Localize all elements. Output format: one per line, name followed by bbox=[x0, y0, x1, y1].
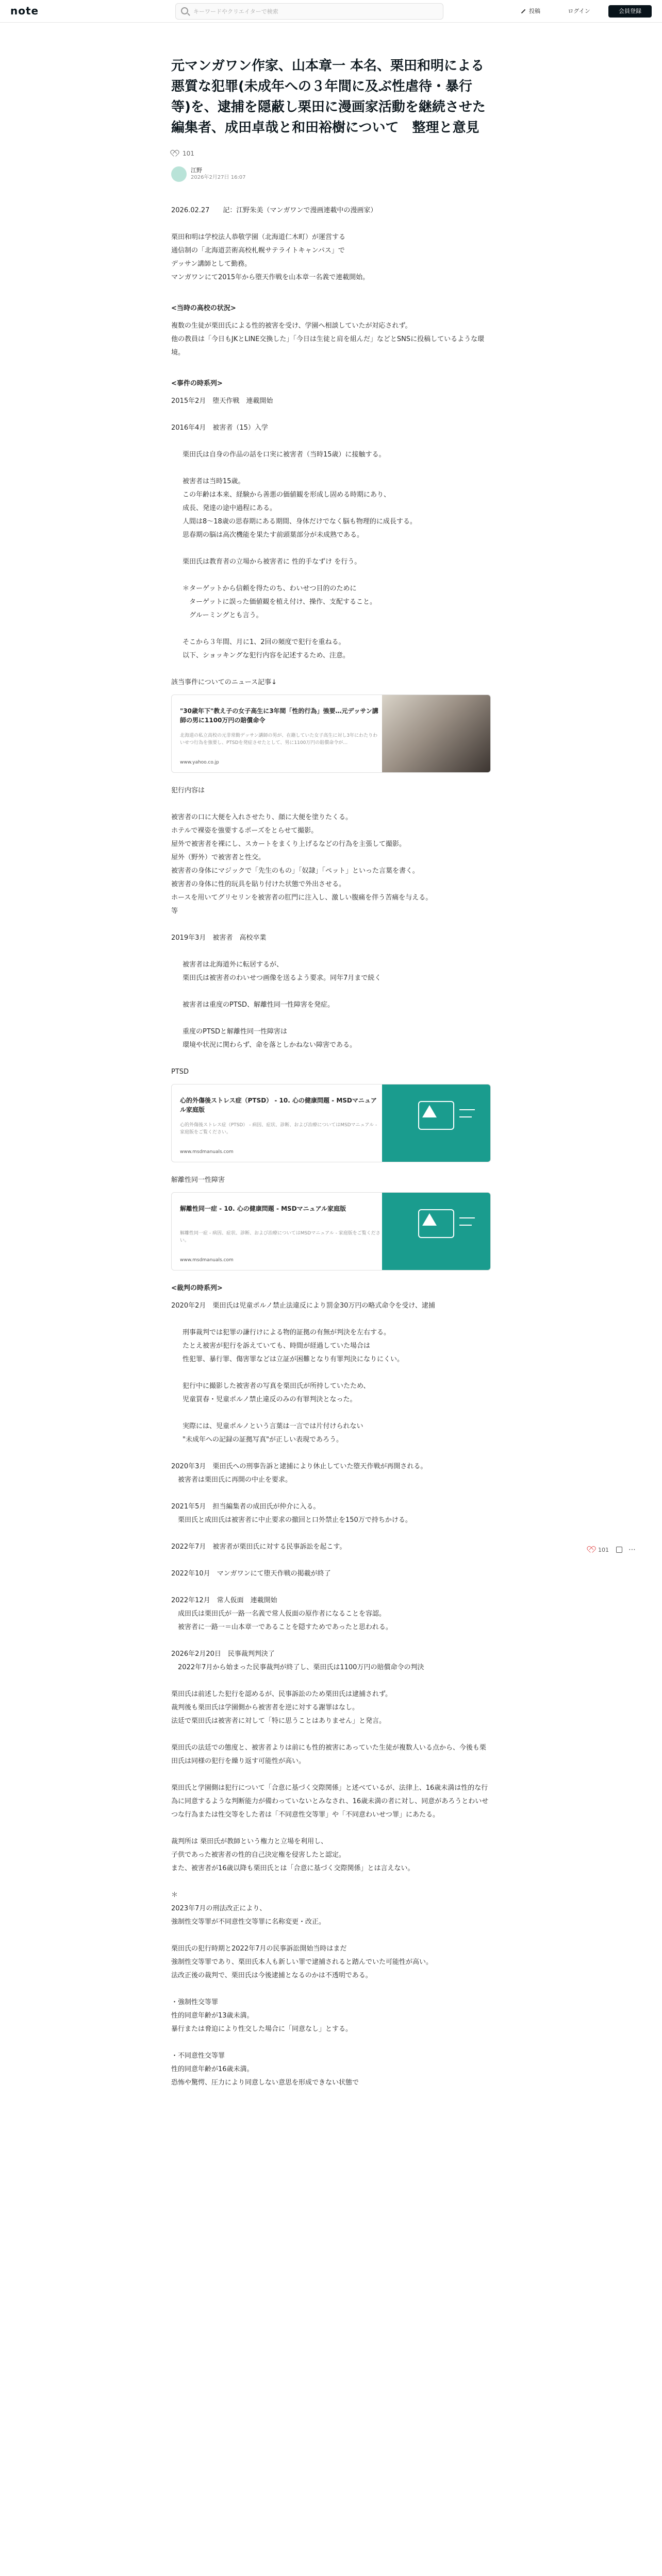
body-paragraph: グルーミングとも言う。 bbox=[183, 612, 263, 619]
body-paragraph bbox=[171, 1768, 491, 1782]
body-paragraph: 2023年7月の刑法改正により、 bbox=[171, 1905, 267, 1912]
body-paragraph bbox=[171, 1406, 491, 1420]
body-paragraph: 被害者の身体にマジックで「先生のもの」「奴隷」「ペット」といった言葉を書く。 bbox=[171, 867, 419, 875]
body-paragraph: ホテルで裸姿を強要するポーズをとらせて撮影。 bbox=[171, 827, 318, 835]
body-paragraph: ホースを用いてグリセリンを被害者の肛門に注入し、激しい腹痛を伴う苦痛を与える。 bbox=[171, 894, 433, 902]
body-paragraph: 2020年2月 栗田氏は児童ポルノ禁止法違反により罰金30万円の略式命令を受け、逮捕 bbox=[171, 1302, 435, 1310]
body-paragraph: 実際には、児童ポルノという言葉は一言では片付けられない bbox=[183, 1422, 363, 1430]
body-paragraph: ・不同意性交等罪 bbox=[171, 2052, 225, 2060]
body-paragraph bbox=[171, 217, 491, 231]
author-name[interactable]: 江野 bbox=[191, 167, 202, 174]
body-paragraph bbox=[171, 435, 491, 448]
body-paragraph bbox=[171, 1875, 491, 1889]
article bbox=[171, 56, 491, 2090]
body-paragraph: 暴行または脅迫により性交した場合に「同意なし」とする。 bbox=[171, 2025, 353, 2033]
body-paragraph: 2019年3月 被害者 高校卒業 bbox=[171, 934, 267, 942]
signup-button[interactable]: 会員登録 bbox=[608, 5, 652, 18]
body-paragraph: ・強制性交等罪 bbox=[171, 1998, 219, 2006]
body-paragraph: 裁判後も栗田氏は学園側から被害者を逆に対する謝罪はなし。 bbox=[171, 1704, 359, 1711]
body-section-2 bbox=[171, 784, 491, 1079]
side-like-count: 101 bbox=[598, 1546, 609, 1553]
body-paragraph bbox=[171, 1313, 491, 1326]
body-paragraph: マンガワンにて2015年から堕天作戦を山本章一名義で連載開始。 bbox=[171, 274, 370, 281]
section-heading: <当時の高校の状況> bbox=[171, 304, 236, 312]
login-button[interactable]: ログイン bbox=[568, 8, 590, 14]
body-paragraph: 人間は8〜18歳の思春期にある期間、身体だけでなく脳も物理的に成長する。 bbox=[183, 518, 417, 526]
link-card-description: 北海道の私立高校の元非常勤デッサン講師の男が、在籍していた女子高生に対し3年にわたりわいせつ行為を強要し、PTSDを発症させたとして、男に1100万円の賠償命令が… bbox=[180, 733, 378, 745]
avatar[interactable] bbox=[171, 166, 187, 182]
body-paragraph: 環境や状況に関わらず、命を落としかねない障害である。 bbox=[183, 1041, 356, 1049]
heart-icon[interactable] bbox=[171, 150, 178, 157]
body-paragraph: PTSD bbox=[171, 1068, 189, 1076]
body-paragraph: 栗田氏は前述した犯行を認めるが、民事訴訟のため栗田氏は逮捕されず。 bbox=[171, 1690, 392, 1698]
body-paragraph: 2026年2月20日 民事裁判判決了 bbox=[171, 1650, 275, 1658]
body-paragraph: 性犯罪、暴行罪、傷害罪などは立証が困難となり有罪判決になりにくい。 bbox=[183, 1355, 404, 1363]
body-paragraph: この年齢は本来、経験から善悪の価値観を形成し固める時期にあり、 bbox=[183, 491, 391, 499]
body-paragraph: 成田氏は栗田氏が一路一名義で常人仮面の原作者になることを容認。 bbox=[171, 1610, 386, 1618]
pen-icon bbox=[521, 9, 525, 13]
body-paragraph: 子供であった被害者の性的自己決定権を侵害したと認定。 bbox=[171, 1851, 345, 1859]
section-heading: <裁判の時系列> bbox=[171, 1284, 223, 1292]
msd-logo-thumbnail bbox=[382, 1193, 490, 1270]
body-paragraph bbox=[171, 360, 491, 373]
body-paragraph: 強制性交等罪であり、栗田氏本人も新しい罪で逮捕されると踏んでいた可能性が高い。 bbox=[171, 1958, 433, 1966]
link-card-url: www.yahoo.co.jp bbox=[180, 760, 219, 765]
body-paragraph: 成長、発達の途中過程にある。 bbox=[183, 504, 277, 512]
body-paragraph: ＊ターゲットから信頼を得たのち、わいせつ目的のために bbox=[183, 585, 357, 592]
body-paragraph: 法改正後の裁判で、栗田氏は今後逮捕となるのかは不透明である。 bbox=[171, 1972, 372, 1979]
floating-action-bar bbox=[588, 1546, 636, 1554]
body-paragraph: 2026.02.27 記：江野朱美（マンガワンで漫画連載中の漫画家） bbox=[171, 207, 377, 214]
body-paragraph bbox=[171, 1982, 491, 1996]
body-paragraph: 栗田氏の法廷での態度と、被害者よりは前にも性的被害にあっていた生徒が複数人いる点から、今後も栗田氏は同様の犯行を繰り返す可能性が高い。 bbox=[171, 1744, 486, 1765]
body-paragraph bbox=[171, 1929, 491, 1942]
body-paragraph: 被害者の身体に性的玩具を貼り付けた状態で外出させる。 bbox=[171, 880, 346, 888]
body-paragraph bbox=[171, 1581, 491, 1594]
body-paragraph: 性的同意年齢が13歳未満。 bbox=[171, 2012, 254, 2020]
body-paragraph: 2015年2月 堕天作戦 連載開始 bbox=[171, 397, 273, 405]
body-paragraph: 性的同意年齢が16歳未満。 bbox=[171, 2065, 254, 2073]
like-row bbox=[171, 148, 491, 159]
more-icon[interactable]: ⋯ bbox=[628, 1546, 636, 1554]
body-paragraph bbox=[171, 985, 491, 998]
link-card-url: www.msdmanuals.com bbox=[180, 1258, 234, 1263]
body-paragraph: 複数の生徒が栗田氏による性的被害を受け、学園へ相談していたが対応されず。 bbox=[171, 322, 412, 330]
body-paragraph: 被害者に一路一＝山本章一であることを隠すためであったと思われる。 bbox=[171, 1623, 392, 1631]
body-paragraph bbox=[171, 798, 491, 811]
body-paragraph: 通信制の「北海道芸術高校札幌サテライトキャンパス」で bbox=[171, 247, 345, 255]
body-paragraph bbox=[171, 1366, 491, 1380]
link-card-did[interactable] bbox=[171, 1192, 491, 1270]
body-paragraph: 等 bbox=[171, 907, 178, 915]
link-card-thumbnail bbox=[382, 695, 490, 773]
line-icon bbox=[459, 1225, 472, 1226]
body-paragraph: 2016年4月 被害者（15）入学 bbox=[171, 424, 268, 432]
post-label: 投稿 bbox=[529, 8, 540, 14]
msd-logo-icon bbox=[422, 1105, 437, 1117]
body-paragraph: また、被害者が16歳以降も栗田氏とは「合意に基づく交際関係」とは言えない。 bbox=[171, 1865, 415, 1872]
body-paragraph: "未成年への記録の証拠写真"が正しい表現であろう。 bbox=[183, 1436, 343, 1444]
body-paragraph bbox=[171, 945, 491, 958]
search-box[interactable] bbox=[175, 3, 443, 20]
line-icon bbox=[459, 1116, 472, 1117]
body-paragraph: 栗田氏は被害者のわいせつ画像を送るよう要求。同年7月まで続く bbox=[183, 974, 382, 982]
body-paragraph: 被害者は当時15歳。 bbox=[183, 478, 245, 485]
article-title: 元マンガワン作家、山本章一 本名、栗田和明による悪質な犯罪(未成年への３年間に及ぶ性虐待・暴行等)を、逮捕を隠蔽し栗田に漫画家活動を継続させた編集者、成田卓哉と和田裕樹について 整理と意見 bbox=[171, 58, 486, 135]
body-paragraph bbox=[171, 1487, 491, 1500]
body-paragraph: 2020年3月 栗田氏への刑事告訴と逮捕により休止していた堕天作戦が再開される。 bbox=[171, 1463, 427, 1470]
body-paragraph: 児童買春・児童ポルノ禁止違反のみの有罪判決となった。 bbox=[183, 1396, 357, 1403]
body-paragraph: 栗田和明は学校法人恭敬学園（北海道仁木町）が運営する bbox=[171, 233, 346, 241]
body-paragraph bbox=[171, 569, 491, 582]
link-card-title: 解離性同一症 - 10. 心の健康問題 - MSDマニュアル家庭版 bbox=[180, 1205, 346, 1212]
msd-logo-icon bbox=[422, 1213, 437, 1226]
body-paragraph bbox=[171, 1527, 491, 1540]
body-paragraph: ターゲットに誤った価値観を植え付け、操作、支配すること。 bbox=[183, 598, 376, 606]
body-paragraph: 2022年10月 マンガワンにて堕天作戦の掲載が終了 bbox=[171, 1570, 331, 1578]
author-block[interactable] bbox=[171, 164, 491, 184]
body-paragraph: 栗田氏は教育者の立場から被害者に 性的手なずけ を行う。 bbox=[183, 558, 361, 566]
body-paragraph: 解離性同一性障害 bbox=[171, 1176, 225, 1184]
body-paragraph bbox=[171, 1674, 491, 1688]
body-paragraph bbox=[171, 1554, 491, 1567]
publish-date: 2026年2月27日 16:07 bbox=[191, 175, 246, 180]
body-paragraph: 2022年7月 被害者が栗田氏に対する民事訴訟を起こす。 bbox=[171, 1543, 346, 1551]
body-paragraph: 以下、ショッキングな犯行内容を記述するため、注意。 bbox=[183, 652, 350, 659]
link-card-description: 解離性同一症 - 病因、症状、診断、および治療についてはMSDマニュアル - 家庭版をご覧ください。 bbox=[180, 1231, 380, 1243]
link-card-news[interactable] bbox=[171, 694, 491, 773]
search-input[interactable] bbox=[193, 7, 436, 16]
body-paragraph: 恐怖や驚愕、圧力により同意しない意思を形成できない状態で bbox=[171, 2079, 359, 2087]
section-heading: <事件の時系列> bbox=[171, 380, 223, 387]
body-paragraph bbox=[171, 663, 491, 676]
body-paragraph: 2022年12月 常人仮面 連載開始 bbox=[171, 1597, 277, 1604]
link-card-url: www.msdmanuals.com bbox=[180, 1149, 234, 1155]
body-paragraph: 被害者は栗田氏に再開の中止を要求。 bbox=[171, 1476, 292, 1484]
body-section-3 bbox=[171, 1282, 491, 2090]
body-paragraph bbox=[171, 2036, 491, 2049]
body-paragraph: 2021年5月 担当編集者の成田氏が仲介に入る。 bbox=[171, 1503, 320, 1511]
body-paragraph bbox=[171, 542, 491, 555]
line-icon bbox=[459, 1217, 475, 1218]
body-paragraph bbox=[171, 462, 491, 475]
body-paragraph: 栗田氏の犯行時期と2022年7月の民事訴訟開始当時はまだ bbox=[171, 1945, 347, 1953]
body-paragraph: 法廷で栗田氏は被害者に対して「特に思うことはありません」と発言。 bbox=[171, 1717, 386, 1725]
like-count: 101 bbox=[183, 150, 194, 157]
body-paragraph bbox=[171, 622, 491, 636]
body-paragraph: 裁判所は 栗田氏が教師という権力と立場を利用し、 bbox=[171, 1838, 328, 1845]
body-paragraph: 思春期の脳は高次機能を果たす前頭葉部分が未成熟である。 bbox=[183, 531, 364, 539]
body-paragraph bbox=[171, 1822, 491, 1835]
body-paragraph: 2022年7月から始まった民事裁判が終了し、栗田氏は1100万円の賠償命令の判決 bbox=[171, 1664, 424, 1671]
link-card-title: "30歳年下"教え子の女子高生に3年間「性的行為」強要…元デッサン講師の男に1100万円の賠償命令 bbox=[180, 707, 378, 724]
body-paragraph: 被害者は北海道外に転居するが、 bbox=[183, 961, 284, 969]
body-paragraph bbox=[171, 284, 491, 298]
body-paragraph: 該当事件についてのニュース記事↓ bbox=[171, 679, 277, 686]
body-paragraph: そこから３年間、月に1、2回の頻度で犯行を重ねる。 bbox=[183, 638, 345, 646]
body-paragraph: ＊ bbox=[171, 1891, 178, 1899]
body-paragraph bbox=[171, 918, 491, 931]
body-paragraph bbox=[171, 1634, 491, 1648]
body-paragraph: 屋外で被害者を裸にし、スカートをまくり上げるなどの行為を主張して撮影。 bbox=[171, 840, 406, 848]
body-paragraph: たとえ被害が犯行を訴えていても、時間が経過していた場合は bbox=[183, 1342, 371, 1350]
body-paragraph: 重度のPTSDと解離性同一性障害は bbox=[183, 1028, 288, 1036]
body-paragraph: 被害者は重度のPTSD、解離性同一性障害を発症。 bbox=[183, 1001, 335, 1009]
body-paragraph: 刑事裁判では犯罪の謙行けによる物的証拠の有無が判決を左右する。 bbox=[183, 1329, 391, 1336]
link-card-ptsd[interactable] bbox=[171, 1084, 491, 1162]
line-icon bbox=[459, 1109, 475, 1110]
share-icon[interactable] bbox=[616, 1547, 622, 1553]
note-logo[interactable]: note bbox=[10, 5, 39, 17]
article-body bbox=[171, 204, 491, 2090]
body-paragraph: 強制性交等罪が不同意性交等罪に名称変更・改正。 bbox=[171, 1918, 326, 1926]
link-card-title: 心的外傷後ストレス症（PTSD） - 10. 心の健康問題 - MSDマニュアル家庭版 bbox=[180, 1097, 377, 1113]
heart-icon[interactable] bbox=[588, 1547, 595, 1553]
body-paragraph: 犯行内容は bbox=[171, 787, 205, 794]
body-paragraph bbox=[171, 408, 491, 421]
body-section-1 bbox=[171, 204, 491, 689]
post-button[interactable] bbox=[521, 5, 550, 18]
body-paragraph bbox=[171, 1728, 491, 1741]
body-paragraph bbox=[171, 1052, 491, 1065]
msd-logo-thumbnail bbox=[382, 1084, 490, 1162]
body-paragraph: デッサン講師として勤務。 bbox=[171, 260, 252, 268]
body-paragraph: 栗田氏と成田氏は被害者に中止要求の撤回と口外禁止を150万で持ちかける。 bbox=[171, 1516, 412, 1524]
search-icon bbox=[181, 7, 188, 14]
body-paragraph: 栗田氏と学園側は犯行について「合意に基づく交際関係」と述べているが、法律上、16歳未満は性的な行為に同意するような判断能力が備わっていないとみなされ、16歳未満の者に対し、同意があろうとわいせつな行為または性交等をした者は「不同意性交等罪」や「不同意わいせつ罪」にあたる。 bbox=[171, 1784, 489, 1819]
body-paragraph: 他の教員は「今日もJKとLINE交換した」「今日は生徒と肩を組んだ」などとSNSに投稿しているような環境。 bbox=[171, 335, 485, 357]
body-paragraph: 屋外（野外）で被害者と性交。 bbox=[171, 854, 266, 861]
link-card-description: 心的外傷後ストレス症（PTSD） - 病因、症状、診断、および治療についてはMSDマニュアル - 家庭版をご覧ください。 bbox=[180, 1123, 377, 1135]
body-paragraph bbox=[171, 1447, 491, 1460]
body-paragraph: 栗田氏は自身の作品の話を口実に被害者（当時15歳）に接触する。 bbox=[183, 451, 386, 459]
body-paragraph: 犯行中に撮影した被害者の写真を栗田氏が所持していたため、 bbox=[183, 1382, 370, 1390]
body-paragraph: 被害者の口に大便を入れさせたり、顔に大便を塗りたくる。 bbox=[171, 814, 353, 821]
body-paragraph bbox=[171, 1012, 491, 1025]
site-header bbox=[0, 0, 662, 23]
